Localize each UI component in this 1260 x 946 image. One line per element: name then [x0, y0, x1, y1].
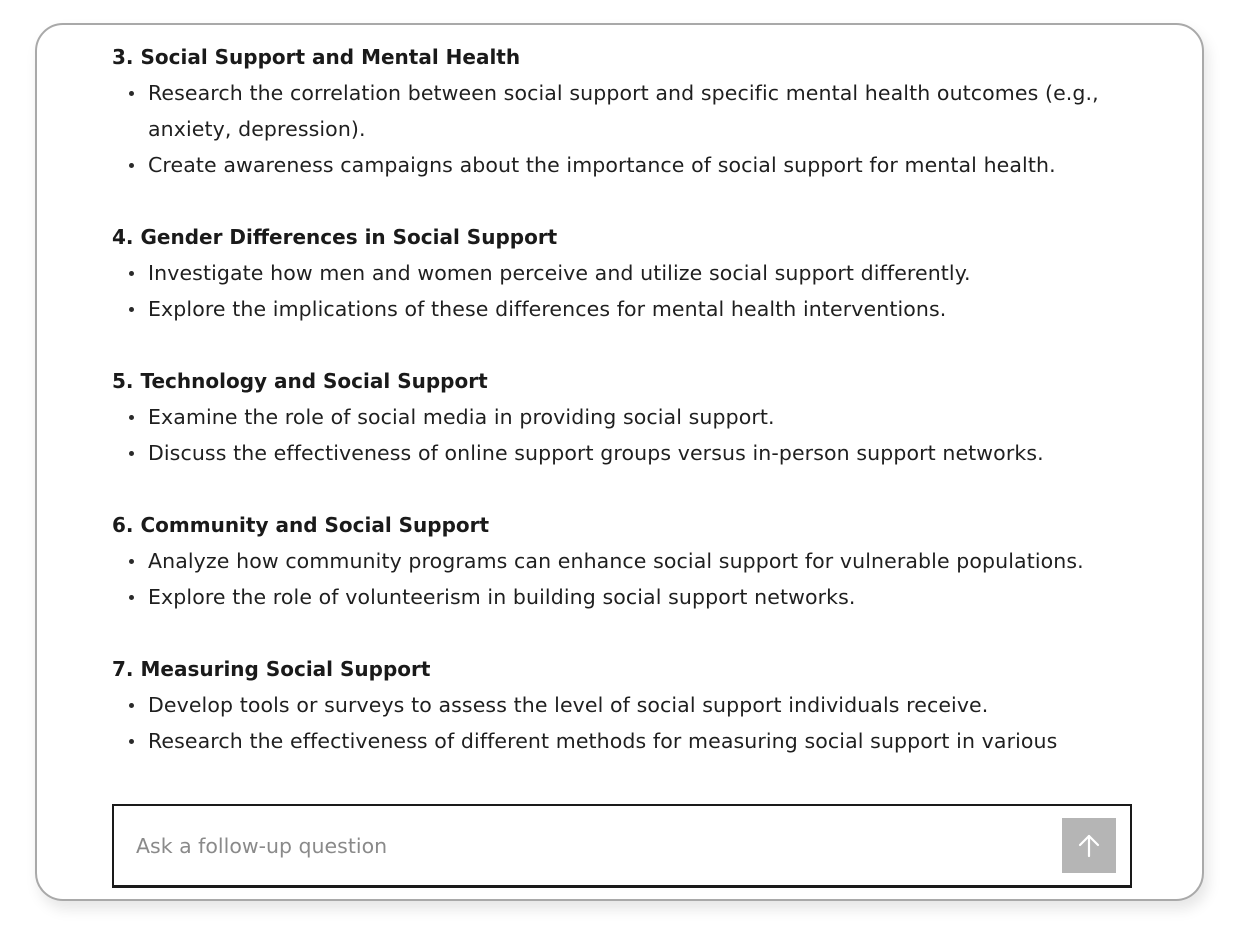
send-button[interactable] — [1062, 818, 1116, 873]
section-title: 6. Community and Social Support — [112, 513, 490, 537]
list-item — [112, 291, 1132, 327]
section-title: 7. Measuring Social Support — [112, 657, 431, 681]
bullet-icon — [129, 703, 134, 708]
bullet-icon — [129, 595, 134, 600]
list-item-text: Research the effectiveness of different methods for measuring social support in various — [148, 729, 1058, 753]
bullet-icon — [129, 739, 134, 744]
section-title: 5. Technology and Social Support — [112, 369, 488, 393]
chat-panel — [35, 23, 1204, 901]
bullet-list — [112, 255, 1132, 327]
list-item — [112, 147, 1132, 183]
list-item — [112, 579, 1132, 615]
list-item — [112, 687, 1132, 723]
bullet-icon — [129, 91, 134, 96]
list-item — [112, 255, 1132, 291]
list-item-text: Investigate how men and women perceive and utilize social support differently. — [148, 261, 971, 285]
bullet-list — [112, 75, 1132, 183]
list-item-text: Explore the implications of these differences for mental health interventions. — [148, 297, 947, 321]
section-title: 4. Gender Differences in Social Support — [112, 225, 558, 249]
list-item — [112, 543, 1132, 579]
list-item-text: Explore the role of volunteerism in building social support networks. — [148, 585, 856, 609]
section-measuring — [112, 651, 1132, 759]
answer-content — [112, 39, 1132, 787]
list-item-text: Research the correlation between social support and specific mental health outcomes (e.g., anxiety, depression). — [148, 81, 1099, 141]
list-item — [112, 435, 1132, 471]
bullet-icon — [129, 559, 134, 564]
section-title: 3. Social Support and Mental Health — [112, 45, 521, 69]
section-community — [112, 507, 1132, 615]
arrow-up-icon — [1076, 833, 1102, 859]
list-item — [112, 399, 1132, 435]
list-item — [112, 723, 1132, 759]
list-item-text: Create awareness campaigns about the importance of social support for mental health. — [148, 153, 1056, 177]
section-social-support-mental-health — [112, 39, 1132, 183]
section-gender-differences — [112, 219, 1132, 327]
list-item-text: Develop tools or surveys to assess the level of social support individuals receive. — [148, 693, 989, 717]
section-technology — [112, 363, 1132, 471]
bullet-icon — [129, 163, 134, 168]
list-item-text: Discuss the effectiveness of online support groups versus in-person support networks. — [148, 441, 1044, 465]
list-item-text: Examine the role of social media in providing social support. — [148, 405, 775, 429]
bullet-list — [112, 687, 1132, 759]
bullet-list — [112, 399, 1132, 471]
bullet-list — [112, 543, 1132, 615]
followup-input-box[interactable] — [112, 804, 1132, 888]
list-item — [112, 75, 1132, 147]
bullet-icon — [129, 451, 134, 456]
list-item-text: Analyze how community programs can enhance social support for vulnerable populations. — [148, 549, 1084, 573]
bullet-icon — [129, 307, 134, 312]
bullet-icon — [129, 271, 134, 276]
followup-input[interactable] — [136, 828, 1036, 864]
bullet-icon — [129, 415, 134, 420]
